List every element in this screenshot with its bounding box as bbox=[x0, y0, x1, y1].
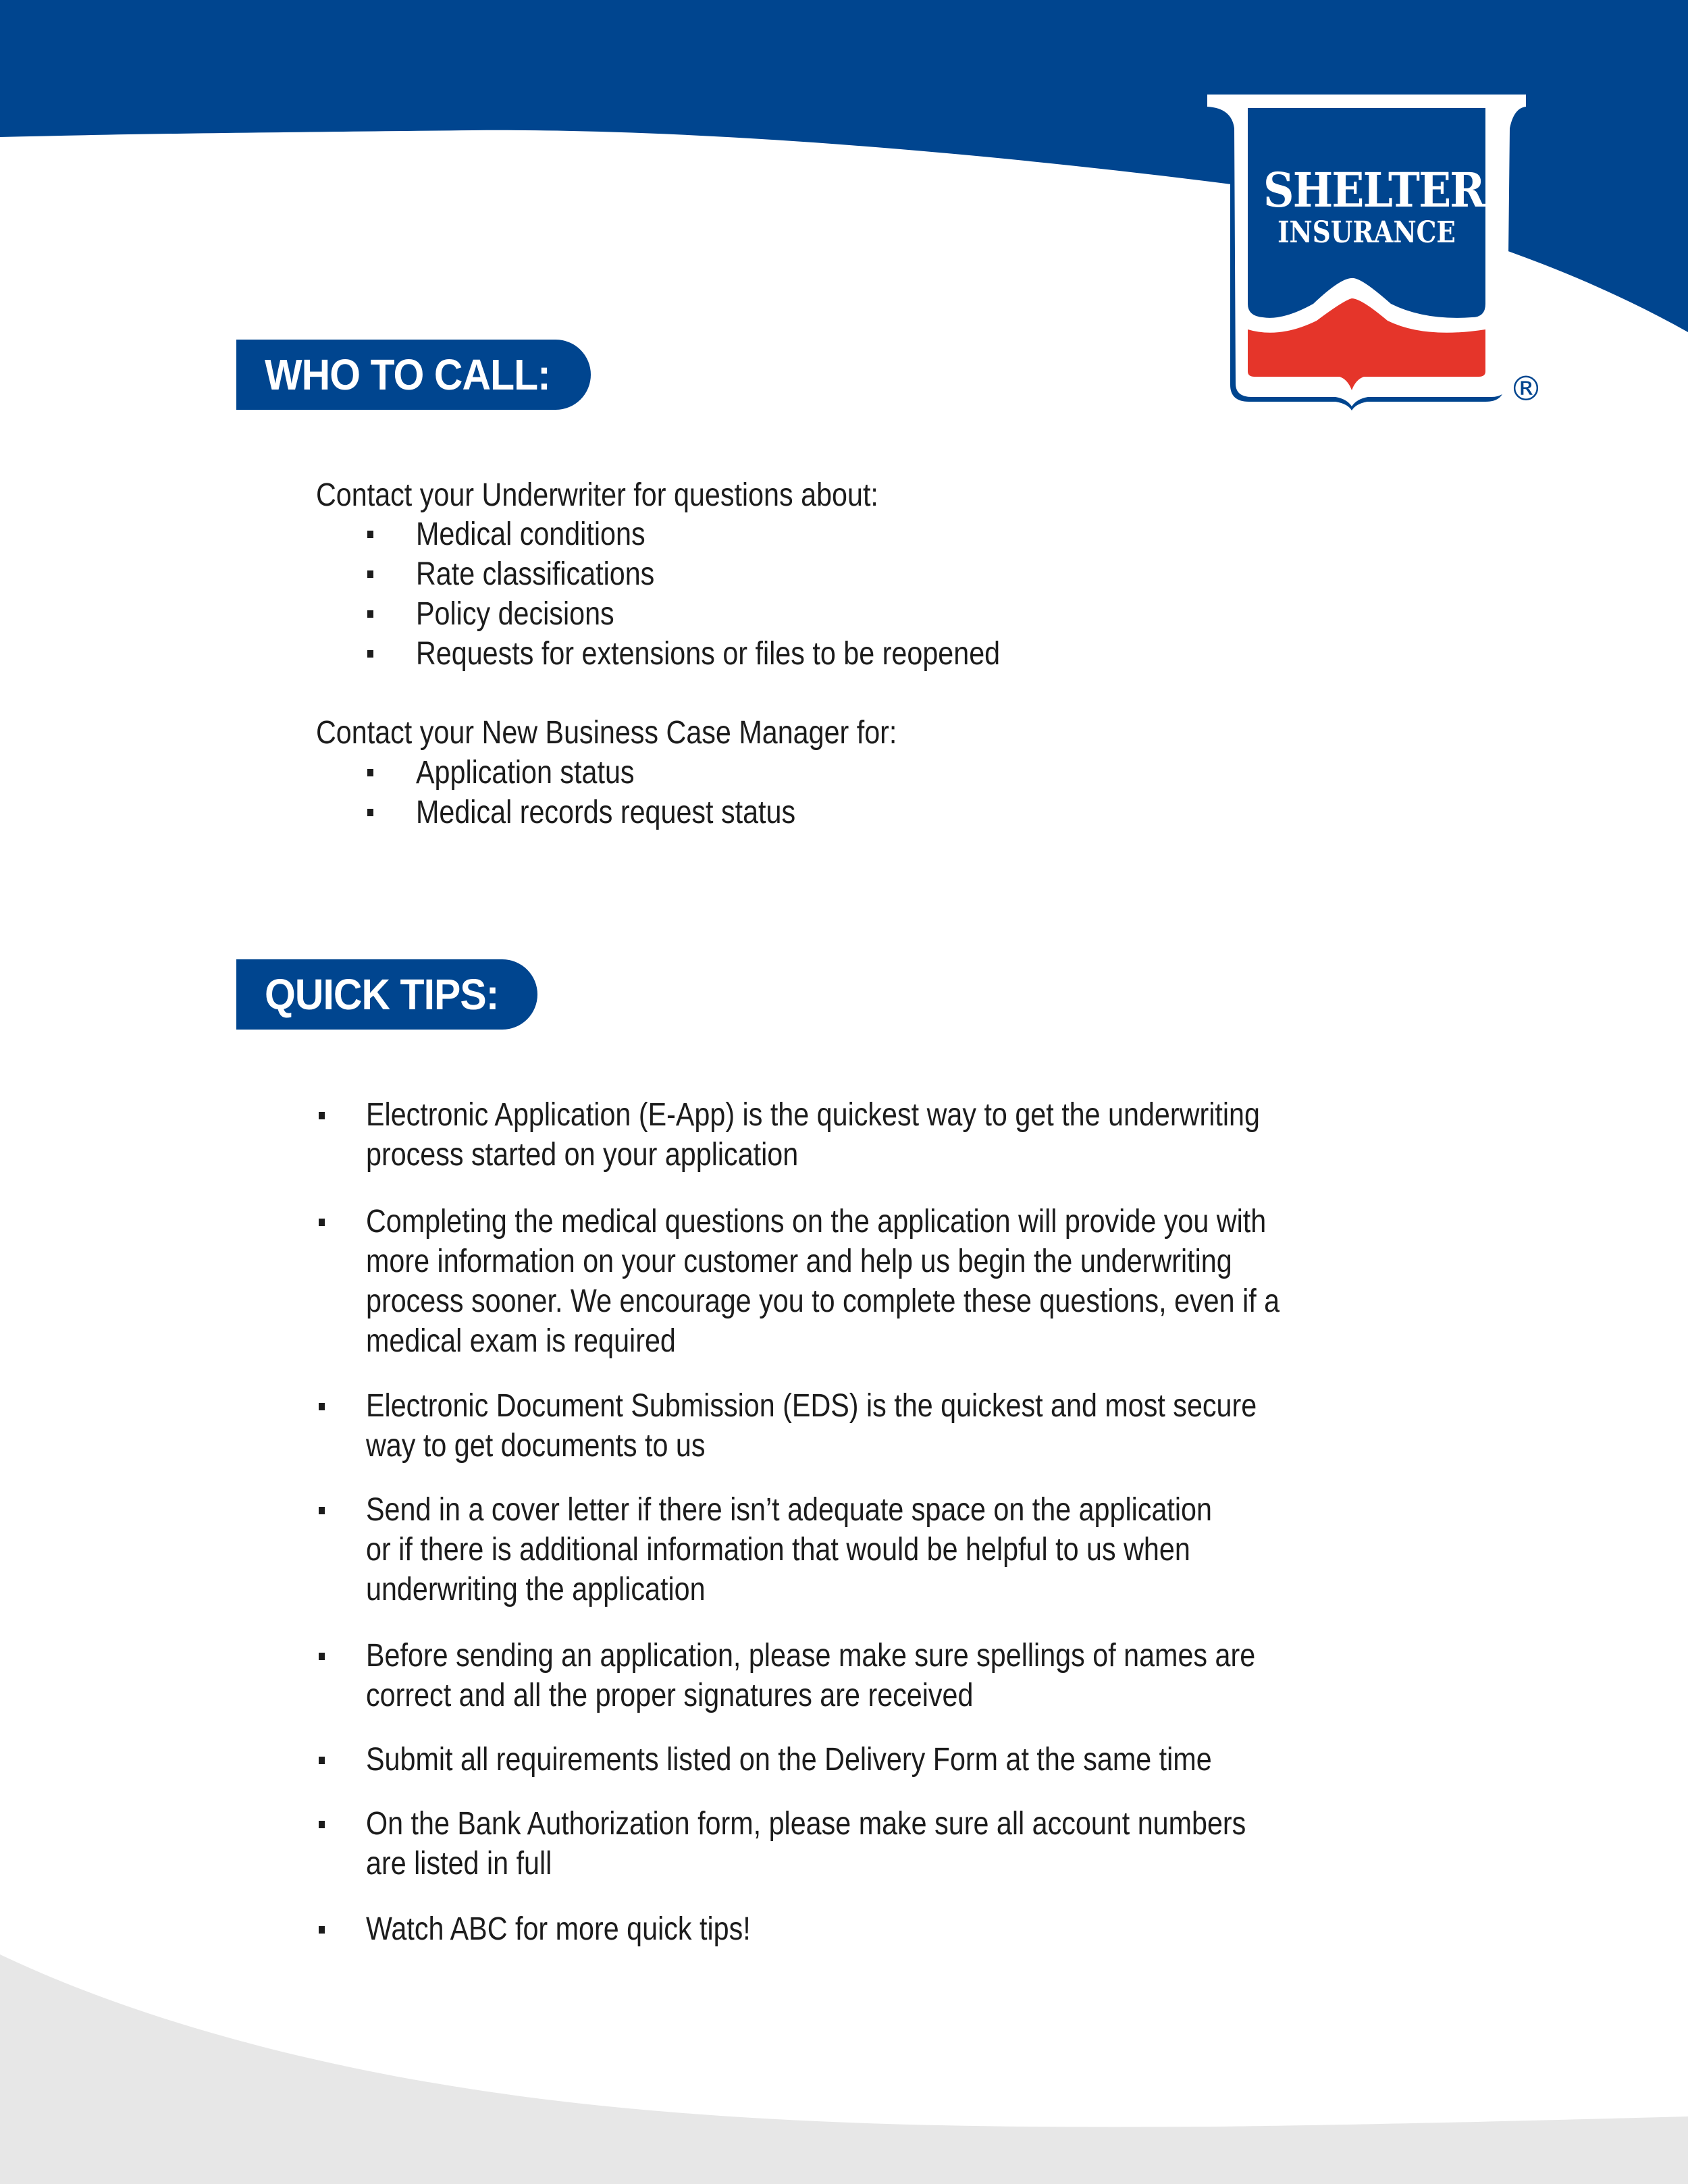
case-manager-intro: Contact your New Business Case Manager for: bbox=[316, 715, 897, 751]
case-manager-item: Medical records request status bbox=[416, 795, 796, 830]
logo-text-shelter: SHELTER bbox=[1263, 162, 1484, 218]
underwriter-item: Requests for extensions or files to be reopened bbox=[416, 636, 1001, 672]
bullet-icon bbox=[319, 1653, 325, 1660]
underwriter-item: Policy decisions bbox=[416, 596, 614, 632]
underwriter-item: Rate classifications bbox=[416, 556, 655, 592]
tip-line: way to get documents to us bbox=[366, 1428, 706, 1464]
tip-line: Electronic Document Submission (EDS) is the quickest and most secure bbox=[366, 1388, 1257, 1424]
logo-text-insurance: INSURANCE bbox=[1277, 215, 1456, 250]
tip-line: Send in a cover letter if there isn’t adequate space on the application bbox=[366, 1492, 1212, 1528]
tip-line: process started on your application bbox=[366, 1137, 799, 1173]
tip-line: or if there is additional information that would be helpful to us when bbox=[366, 1532, 1190, 1568]
bullet-icon bbox=[319, 1507, 325, 1514]
quick-tips-heading-text: QUICK TIPS: bbox=[265, 970, 499, 1019]
who-to-call-heading bbox=[236, 340, 591, 410]
bullet-icon bbox=[367, 650, 373, 658]
bullet-icon bbox=[319, 1112, 325, 1119]
bullet-icon bbox=[319, 1821, 325, 1828]
quick-tips-heading bbox=[236, 959, 537, 1030]
tip-line: are listed in full bbox=[366, 1846, 552, 1882]
tip-line: medical exam is required bbox=[366, 1323, 676, 1359]
tip-line: Completing the medical questions on the application will provide you with bbox=[366, 1204, 1267, 1240]
bullet-icon bbox=[319, 1219, 325, 1226]
tip-line: On the Bank Authorization form, please make sure all account numbers bbox=[366, 1806, 1246, 1842]
underwriter-intro: Contact your Underwriter for questions about: bbox=[316, 477, 878, 513]
bullet-icon bbox=[367, 531, 373, 538]
tip-line: Before sending an application, please make sure spellings of names are bbox=[366, 1638, 1256, 1674]
who-to-call-heading-text: WHO TO CALL: bbox=[265, 350, 550, 399]
bullet-icon bbox=[367, 769, 373, 776]
bullet-icon bbox=[367, 809, 373, 816]
tip-line: more information on your customer and help us begin the underwriting bbox=[366, 1244, 1232, 1279]
underwriter-item: Medical conditions bbox=[416, 516, 645, 552]
tip-line: Submit all requirements listed on the Delivery Form at the same time bbox=[366, 1742, 1212, 1778]
bottom-gray-wave bbox=[0, 1954, 1688, 2184]
bullet-icon bbox=[319, 1757, 325, 1764]
bullet-icon bbox=[319, 1926, 325, 1934]
tip-line: underwriting the application bbox=[366, 1572, 706, 1607]
tip-line: correct and all the proper signatures are received bbox=[366, 1678, 974, 1713]
case-manager-item: Application status bbox=[416, 755, 635, 791]
registered-mark: ® bbox=[1509, 369, 1543, 408]
tip-line: Watch ABC for more quick tips! bbox=[366, 1911, 751, 1947]
tip-line: Electronic Application (E-App) is the quickest way to get the underwriting bbox=[366, 1097, 1260, 1133]
bullet-icon bbox=[367, 610, 373, 618]
shelter-insurance-logo bbox=[1202, 88, 1553, 419]
bullet-icon bbox=[367, 570, 373, 578]
tip-line: process sooner. We encourage you to complete these questions, even if a bbox=[366, 1283, 1280, 1319]
bullet-icon bbox=[319, 1403, 325, 1410]
